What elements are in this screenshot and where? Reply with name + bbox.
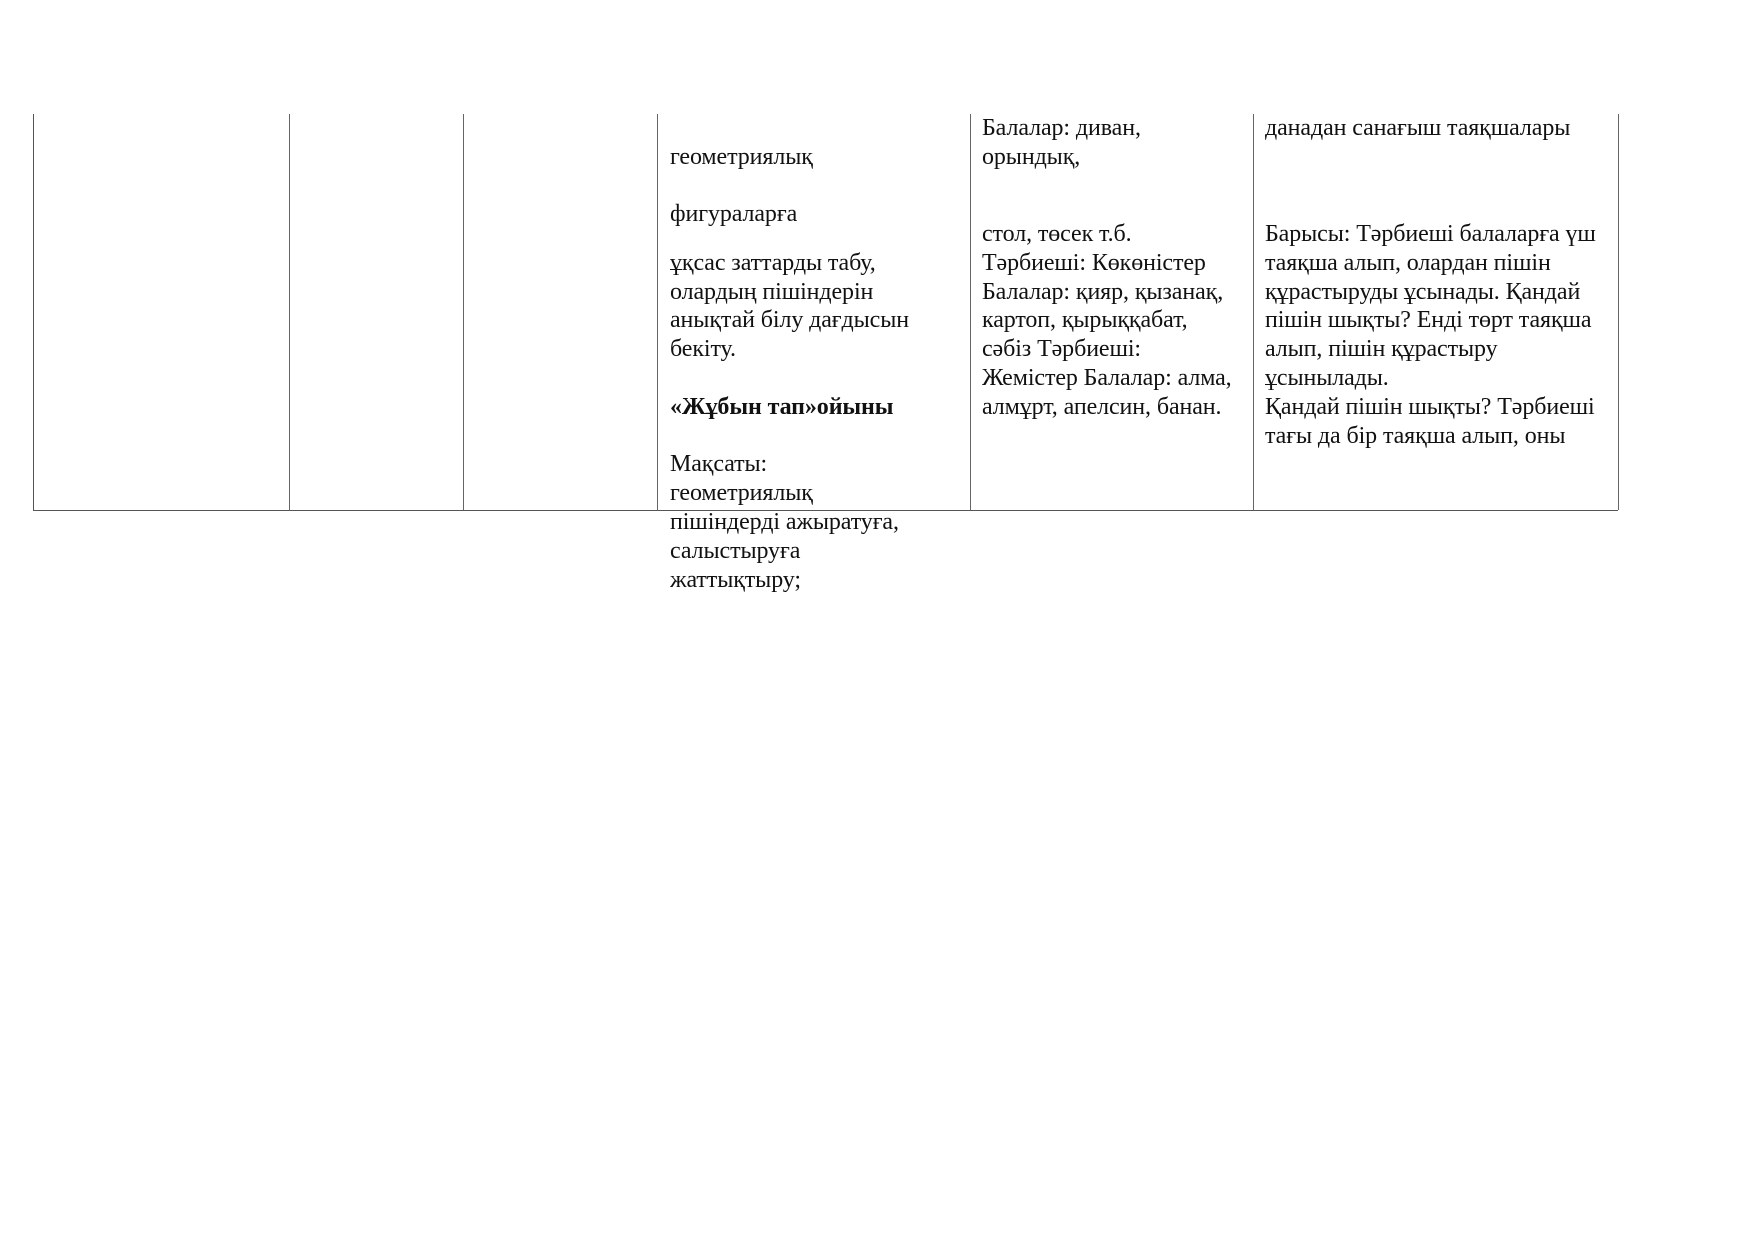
col4-game-title: «Жұбын тап»ойыны (670, 393, 894, 420)
table-cell-col4-body (670, 220, 909, 623)
column-divider-4 (970, 114, 971, 510)
column-divider-5 (1253, 114, 1254, 510)
col4-paragraph-2: Мақсаты: геометриялық пішіндерді ажыратуға, салыстыруға жаттықтыру; (670, 451, 899, 593)
col4-top-line2: фигураларға (670, 201, 798, 228)
table-cell-col3 (464, 114, 657, 510)
table-cell-col2 (290, 114, 463, 510)
table-cell-col5-top: Балалар: диван, орындық, (982, 115, 1141, 170)
table-cell-col6-body: Барысы: Тәрбиеші балаларға үш таяқша алып, олардан пішін құрастыруды ұсынады. Қандай пішін шықты? Енді төрт таяқша алып, пішін құрастыру ұсынылады. Қандай пішін шықты? Тәрбиеші тағы да бір таяқша алып, оны (1265, 221, 1596, 449)
column-divider-3 (657, 114, 658, 510)
table-cell-col6-top: данадан санағыш таяқшалары (1265, 115, 1571, 141)
col4-paragraph-1: ұқсас заттарды табу, олардың пішіндерін анықтай білу дағдысын бекіту. (670, 249, 909, 363)
table-cell-col1 (34, 114, 289, 510)
table-right-border (1618, 114, 1619, 510)
col4-top-line1: геометриялық (670, 143, 813, 170)
lesson-plan-table (33, 114, 1618, 593)
table-cell-col5-body: стол, төсек т.б. Тәрбиеші: Көкөністер Балалар: қияр, қызанақ, картоп, қырыққабат, сәбіз Тәрбиеші: Жемістер Балалар: алма, алмұрт, апелсин, банан. (982, 221, 1232, 420)
